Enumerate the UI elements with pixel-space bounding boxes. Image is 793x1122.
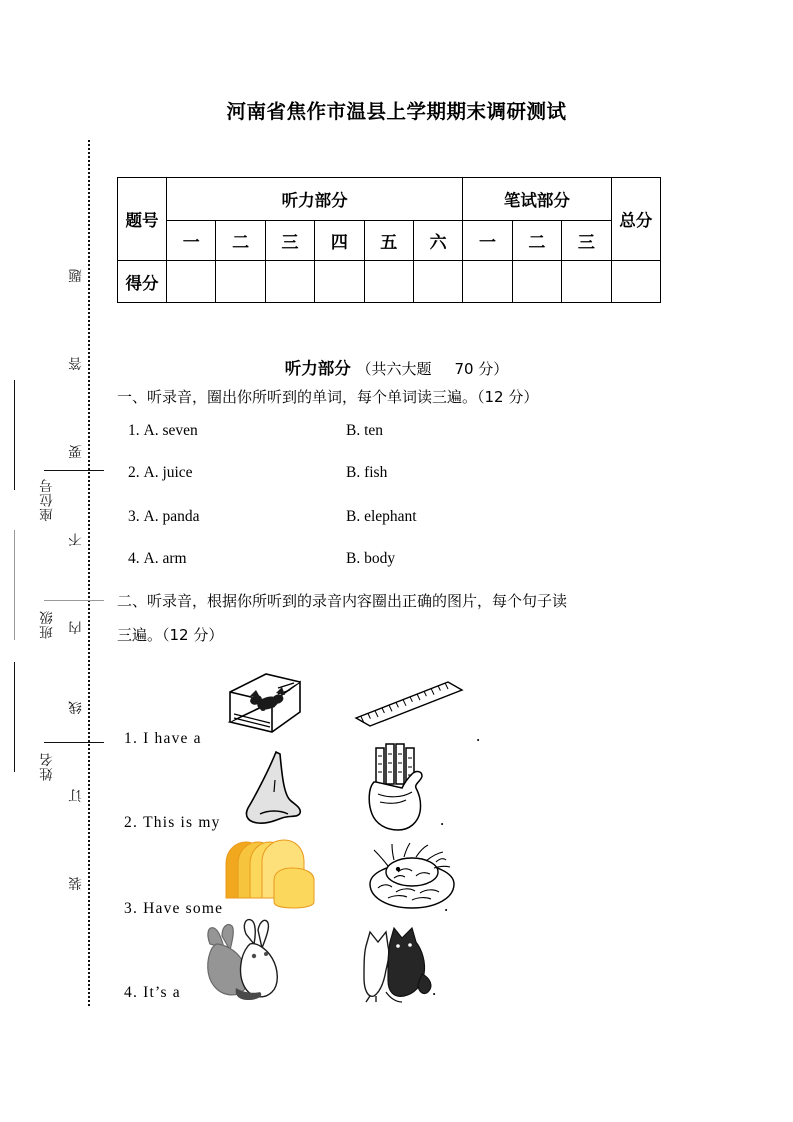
cell-group-written: 笔试部分 [463, 178, 611, 221]
q1-item-2-option-b[interactable]: B. fish [346, 464, 388, 481]
book-image[interactable] [220, 666, 306, 738]
q2-item-4[interactable] [124, 922, 684, 1004]
seal-word-ding: 订 [69, 788, 85, 803]
rabbits-image[interactable] [202, 918, 294, 1004]
q2-item-3-stem [124, 900, 223, 918]
q2-item-4-stem-text: It’s a [143, 984, 181, 1001]
seal-word-nei: 内 [69, 620, 85, 635]
ruler-image[interactable] [352, 676, 466, 728]
q1-item-4-option-a[interactable] [128, 550, 346, 568]
q2-item-1[interactable] [124, 668, 684, 750]
cell-group-listening: 听力部分 [167, 178, 463, 221]
listening-section-heading [0, 355, 793, 379]
q1-item-3-number: 3. [128, 508, 140, 525]
cell-written-item-1: 一 [463, 221, 512, 261]
q1-item-3-option-a[interactable] [128, 508, 346, 526]
q2-item-1-period: . [476, 726, 481, 745]
q1-item-3[interactable] [128, 508, 688, 526]
nose-image[interactable] [238, 748, 312, 830]
cats-image[interactable] [356, 924, 436, 1004]
listening-heading-points: 70 分） [454, 360, 509, 378]
question-1-instruction: 一、听录音，圈出你所听到的单词，每个单词读三遍。（12 分） [117, 388, 539, 406]
cell-listening-item-1: 一 [167, 221, 216, 261]
q2-item-2[interactable] [124, 752, 684, 834]
cell-group-total: 总分 [611, 178, 660, 261]
q1-item-2[interactable] [128, 464, 688, 482]
q2-item-3[interactable] [124, 838, 684, 920]
listening-heading-detail: （共六大题 [356, 360, 432, 378]
q2-item-3-stem-text: Have some [143, 900, 224, 917]
seal-word-ti: 题 [69, 268, 85, 283]
cell-listening-item-5: 五 [364, 221, 413, 261]
q1-item-2-option-a[interactable] [128, 464, 346, 482]
q2-item-2-number: 2. [124, 814, 139, 831]
q2-item-2-stem [124, 814, 221, 832]
q1-item-1-option-a-text: A. seven [143, 422, 198, 439]
q1-item-4-number: 4. [128, 550, 140, 567]
q2-item-4-period: . [432, 980, 437, 999]
cell-question-number-label: 题号 [118, 178, 167, 261]
bread-image[interactable] [218, 836, 330, 912]
seal-word-yao: 要 [69, 444, 85, 459]
q2-item-1-stem-text: I have a [143, 730, 202, 747]
q1-item-2-option-a-text: A. juice [143, 464, 193, 481]
q2-item-4-stem [124, 984, 181, 1002]
q1-item-4-option-b[interactable]: B. body [346, 550, 396, 567]
cell-written-item-2: 二 [512, 221, 561, 261]
q1-item-3-option-b[interactable]: B. elephant [346, 508, 417, 525]
hand-image[interactable] [360, 742, 432, 834]
q1-item-4[interactable] [128, 550, 688, 568]
q2-item-1-number: 1. [124, 730, 139, 747]
cell-listening-item-4: 四 [315, 221, 364, 261]
q1-item-1-option-b[interactable]: B. ten [346, 422, 384, 439]
q1-item-1-number: 1. [128, 422, 140, 439]
q1-item-3-option-a-text: A. panda [143, 508, 200, 525]
q2-item-2-period: . [440, 810, 445, 829]
field-label-seat-number: 座位号 [40, 478, 56, 522]
q2-item-3-period: . [444, 896, 449, 915]
q2-item-1-stem [124, 730, 202, 748]
cell-listening-item-6: 六 [413, 221, 462, 261]
field-label-name: 姓名 [40, 752, 56, 781]
q1-item-2-number: 2. [128, 464, 140, 481]
cell-score-label: 得分 [118, 261, 167, 303]
q2-item-4-number: 4. [124, 984, 139, 1001]
seal-word-zhuang: 装 [69, 876, 85, 891]
q1-item-4-option-a-text: A. arm [143, 550, 187, 567]
field-label-class: 班级 [40, 610, 56, 639]
q1-item-1-option-a[interactable] [128, 422, 346, 440]
question-2-instruction-line-1: 二、听录音，根据你所听到的录音内容圈出正确的图片，每个句子读 [117, 592, 568, 610]
cell-listening-item-3: 三 [265, 221, 314, 261]
q2-item-2-stem-text: This is my [143, 814, 221, 831]
q1-item-1[interactable] [128, 422, 688, 440]
seal-word-da: 答 [69, 356, 85, 371]
seal-word-bu: 不 [69, 532, 85, 547]
seal-word-xian: 线 [69, 700, 85, 715]
question-2-instruction-line-2: 三遍。（12 分） [117, 626, 224, 644]
listening-heading-main: 听力部分 [284, 359, 351, 378]
q2-item-3-number: 3. [124, 900, 139, 917]
cell-listening-item-2: 二 [216, 221, 265, 261]
page-title: 河南省焦作市温县上学期期末调研测试 [226, 100, 567, 123]
cell-written-item-3: 三 [562, 221, 611, 261]
